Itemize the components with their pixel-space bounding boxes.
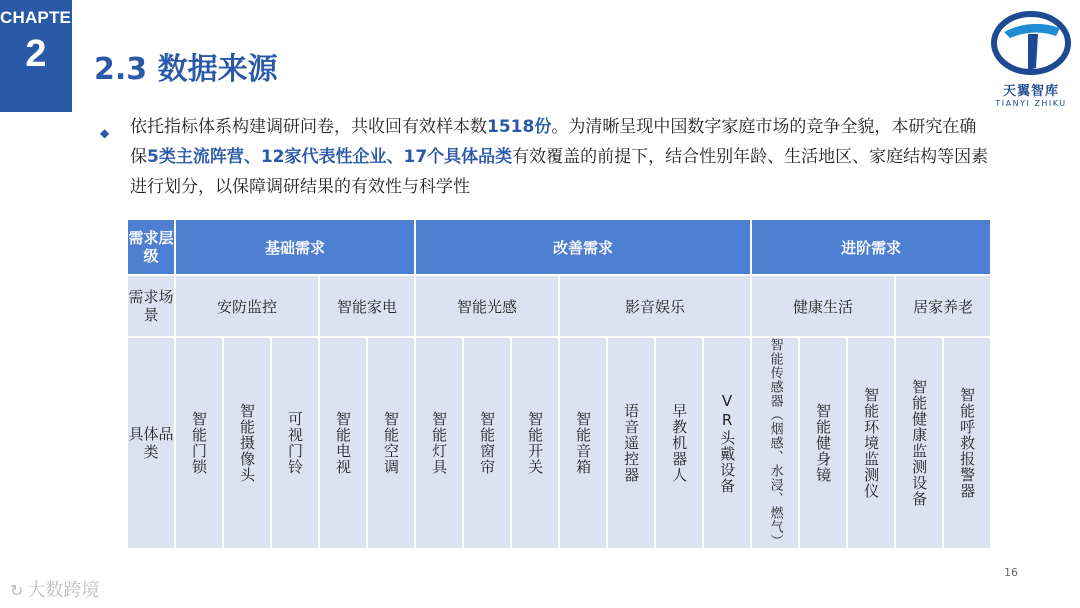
scene-security: 安防监控 [175,275,319,337]
intro-highlight-coverage: 5类主流阵营、12家代表性企业、17个具体品类 [147,147,513,167]
product-label: VR头戴设备 [718,392,737,494]
intro-text-3: 有效覆盖的前提下，结合性别年龄、生活地区、家庭结构等因素进行划分，以保障调研结果的有效性与科学性 [130,147,989,197]
demand-table [126,218,992,550]
product-label: 智能开关 [526,411,545,475]
product-cell [847,337,895,549]
watermark [10,576,99,602]
product-label: 智能呼救报警器 [958,387,977,499]
product-cell [799,337,847,549]
product-label: 智能环境监测仪 [862,387,881,499]
product-label: 智能空调 [382,411,401,475]
watermark-text: 大数跨境 [27,580,100,601]
product-label: 智能窗帘 [478,411,497,475]
product-label: 智能门锁 [190,411,208,475]
diamond-bullet-icon: ◆ [100,126,110,140]
chapter-badge [0,0,84,112]
row-label-product: 具体品类 [127,337,175,549]
page-title: 2.3 数据来源 [94,52,278,87]
product-cell [559,337,607,549]
scene-elderly: 居家养老 [895,275,991,337]
level-basic: 基础需求 [175,219,415,275]
table-row-scene [127,275,991,337]
logo-brand-text: 天翼智库 [1002,84,1059,99]
logo-brand-en: TIANYI ZHIKU [995,99,1067,108]
product-cell [463,337,511,549]
scene-entertainment: 影音娱乐 [559,275,751,337]
product-label: 语音遥控器 [622,403,641,483]
product-cell [175,337,223,549]
product-cell [511,337,559,549]
row-label-scene: 需求场景 [127,275,175,337]
scene-health: 健康生活 [751,275,895,337]
table-row-level [127,219,991,275]
product-cell [223,337,271,549]
product-cell [751,337,799,549]
product-cell [319,337,367,549]
product-cell [607,337,655,549]
product-label: 智能健身镜 [814,403,833,483]
product-label: 智能电视 [334,411,352,475]
logo-icon [990,10,1072,76]
product-label: 智能灯具 [430,411,449,475]
product-label: 智能摄像头 [238,403,256,483]
product-label: 可视门铃 [286,411,304,475]
scene-lighting: 智能光感 [415,275,559,337]
intro-highlight-samples: 1518份 [487,117,552,137]
chapter-number: 2 [25,33,47,75]
page-number: 16 [1004,566,1018,579]
product-label: 智能传感器（烟感、水浸、燃气） [767,338,783,548]
level-improve: 改善需求 [415,219,751,275]
intro-paragraph [100,112,990,202]
product-cell [271,337,319,549]
product-label: 早教机器人 [670,403,689,483]
brand-logo [990,10,1072,108]
intro-text-1: 依托指标体系构建调研问卷，共收回有效样本数 [130,117,487,137]
row-label-level: 需求层级 [127,219,175,275]
product-cell [703,337,751,549]
product-cell [895,337,943,549]
product-label: 智能音箱 [574,411,593,475]
chapter-label: CHAPTER [0,8,84,27]
scene-appliance: 智能家电 [319,275,415,337]
watermark-logo-icon: ↻ [10,581,24,600]
table-row-product [127,337,991,549]
product-label: 智能健康监测设备 [910,379,929,507]
product-cell [655,337,703,549]
product-cell [367,337,415,549]
product-cell [415,337,463,549]
level-advanced: 进阶需求 [751,219,991,275]
product-cell [943,337,991,549]
intro-text-2: 。为清晰呈现中国数字家庭市场的竞争全貌，本研究在确保 [130,117,977,167]
